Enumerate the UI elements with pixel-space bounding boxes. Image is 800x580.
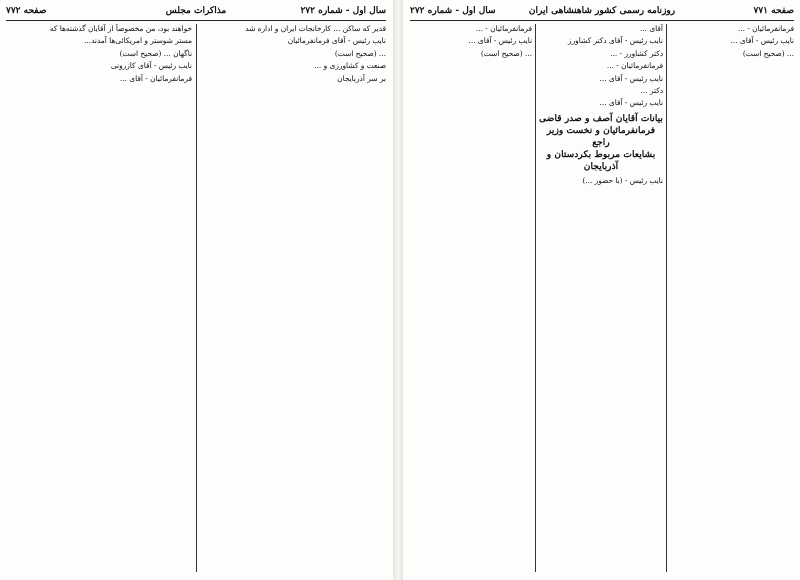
right-issue-info: سال اول - شماره ۲۷۲ [410,6,496,16]
left-running-head [6,4,386,21]
article-paragraph: صنعت و کشاورزی و ... [314,61,386,71]
article-paragraph: مستر شوستر و امریکائی‌ها آمدند... [83,36,192,46]
article-paragraph: ... (صحیح است) [334,48,386,58]
column-rule [535,24,536,572]
heading-line: بیانات آقایان آصف و صدر قاضی [539,112,663,124]
left-issue-info: سال اول - شماره ۲۷۲ [300,6,386,16]
article-paragraph: نایب رئیس - آقای فرمانفرمائیان [287,36,386,46]
left-column-2 [200,24,386,572]
right-section-title: روزنامه رسمی کشور شاهنشاهی ایران [528,6,676,16]
heading-line: بشایعات مربوط بکردستان و آذربایجان [546,148,656,172]
article-paragraph: نایب رئیس - آقای دکتر کشاورز [568,36,663,46]
article-paragraph: نایب رئیس - آقای ... [468,36,532,46]
right-page-label: صفحه ۷۷۱ [753,6,794,16]
article-paragraph: ناگهان ... (صحیح است) [119,48,192,58]
article-paragraph: نایب رئیس - آقای کازرونی [110,61,192,71]
article-paragraph: خواهند بود، من مخصوصاً از آقایان گذشته‌ها که [49,24,192,33]
article-paragraph: فرمانفرمائیان - ... [737,24,794,33]
article-paragraph: دکتر ... [640,86,663,96]
article-paragraph: ... (صحیح است) [742,48,794,58]
section-heading [539,113,663,173]
left-page [0,0,392,580]
article-paragraph: نایب رئیس - (با حضور ...) [582,175,663,185]
right-running-head [410,4,794,21]
left-section-title: مذاکرات مجلس [165,6,227,16]
article-paragraph: قدیر که ساکن ... کارخانجات ایران و اداره شد [245,24,386,33]
column-rule [666,24,667,572]
right-column-2 [539,24,663,572]
article-paragraph: دکتر کشاورز - ... [610,48,663,58]
heading-line: فرمانفرمائیان و نخست وزیر راجع [546,124,656,148]
article-paragraph: نایب رئیس - آقای ... [730,36,794,46]
article-paragraph: بر سر آذربایجان [337,73,386,83]
right-page [404,0,800,580]
article-paragraph: فرمانفرمائیان - آقای ... [119,73,192,83]
right-column-3 [670,24,794,572]
article-paragraph: ... (صحیح است) [480,48,532,58]
article-paragraph: نایب رئیس - آقای ... [599,98,663,108]
book-gutter [393,0,403,580]
right-column-1 [408,24,532,572]
article-paragraph: فرمانفرمائیان - ... [475,24,532,33]
article-paragraph: نایب رئیس - آقای ... [599,73,663,83]
left-page-label: صفحه ۷۷۲ [6,6,47,16]
article-paragraph: آقای ... [639,24,663,33]
left-column-1 [6,24,192,572]
article-paragraph: فرمانفرمائیان - ... [606,61,663,71]
column-rule [196,24,197,572]
